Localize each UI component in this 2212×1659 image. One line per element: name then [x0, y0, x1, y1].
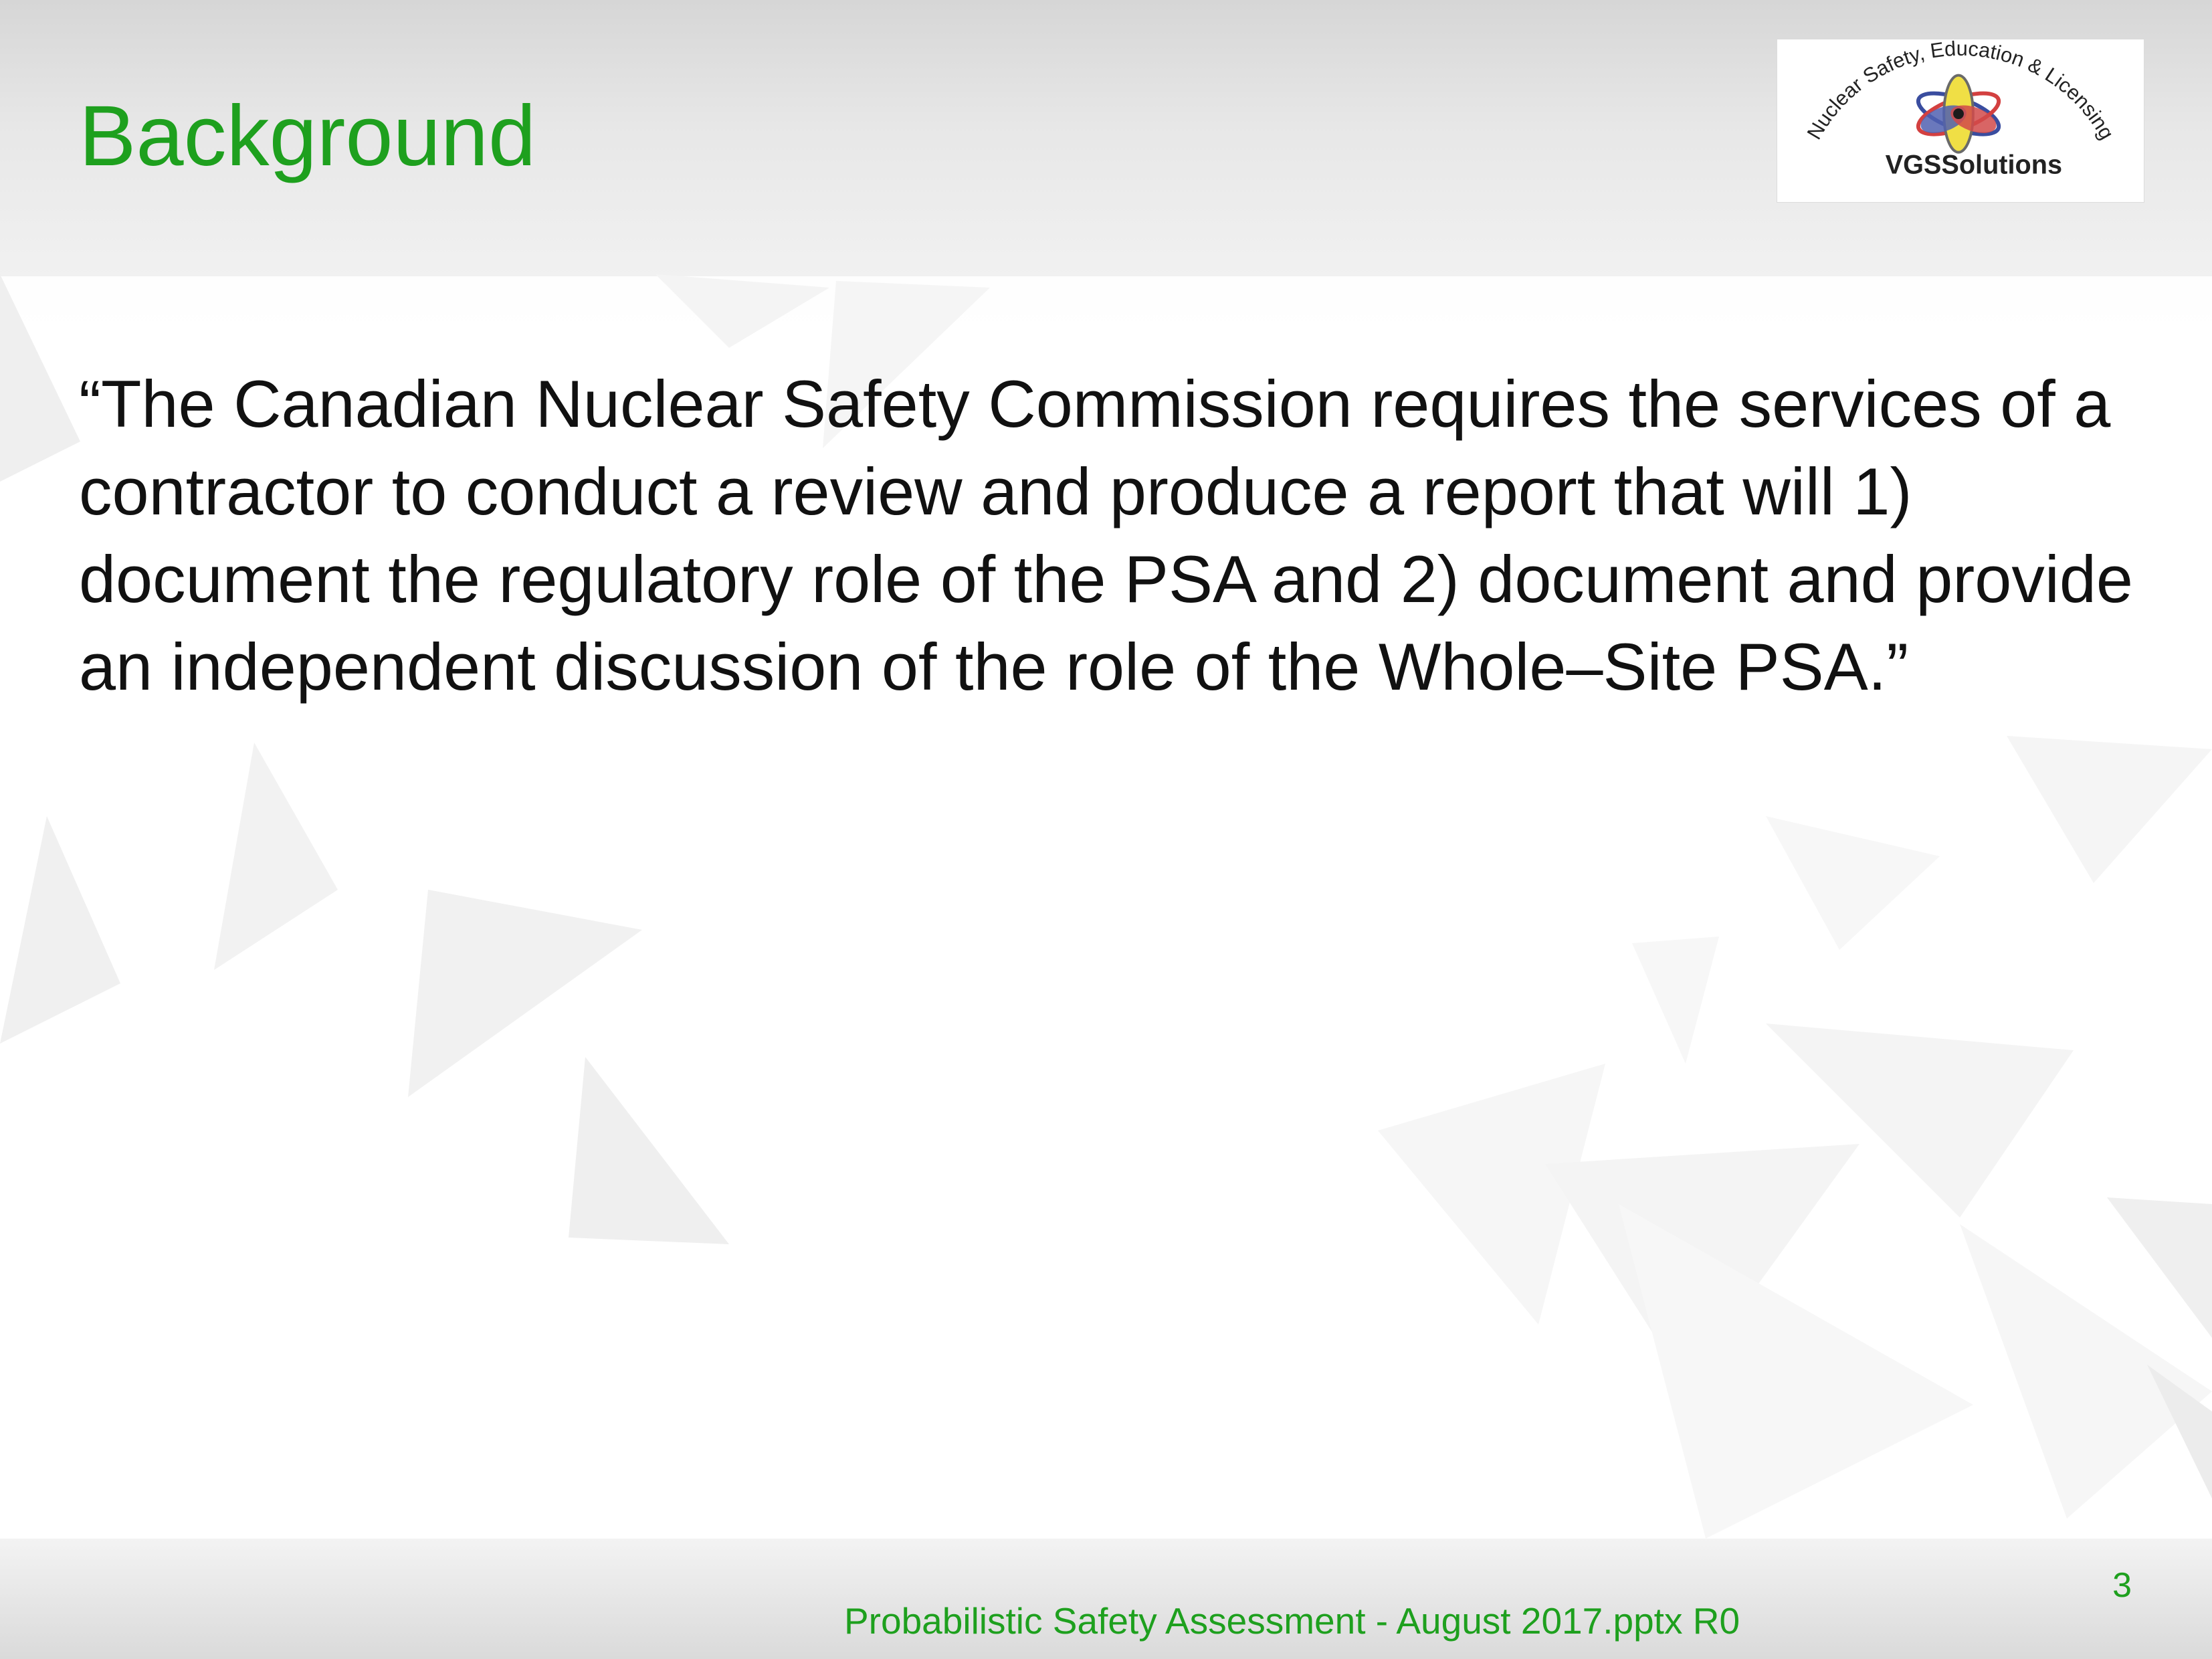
background-shape [1766, 816, 1940, 950]
atom-icon [1914, 76, 2004, 153]
quote-text: “The Canadian Nuclear Safety Commission requires the services of a contractor to conduct a review and produce a report that will 1) document the regulatory role of the PSA and 2) document and provide an independent discussion of the role of the Whole–Site PSA.” [79, 367, 2133, 704]
background-shape [408, 890, 642, 1097]
background-shape [1632, 937, 1719, 1064]
background-shape [569, 1057, 729, 1244]
background-shape [0, 274, 80, 482]
background-shape [0, 816, 120, 1044]
background-shape [2107, 1197, 2212, 1338]
background-shape [214, 743, 338, 970]
background-shape [1619, 1204, 1973, 1539]
logo-arc-text: Nuclear Safety, Education & Licensing [1802, 39, 2119, 144]
footer-text: Probabilistic Safety Assessment - August 2017.pptx R0 [844, 1600, 1740, 1642]
page-number: 3 [2112, 1566, 2132, 1605]
background-shape [656, 274, 829, 348]
logo-name: VGSSolutions [1885, 150, 2063, 180]
vgs-logo [1777, 39, 2144, 203]
slide-title: Background [79, 88, 536, 184]
logo-graphic [1777, 39, 2144, 202]
background-shape [2007, 736, 2212, 883]
